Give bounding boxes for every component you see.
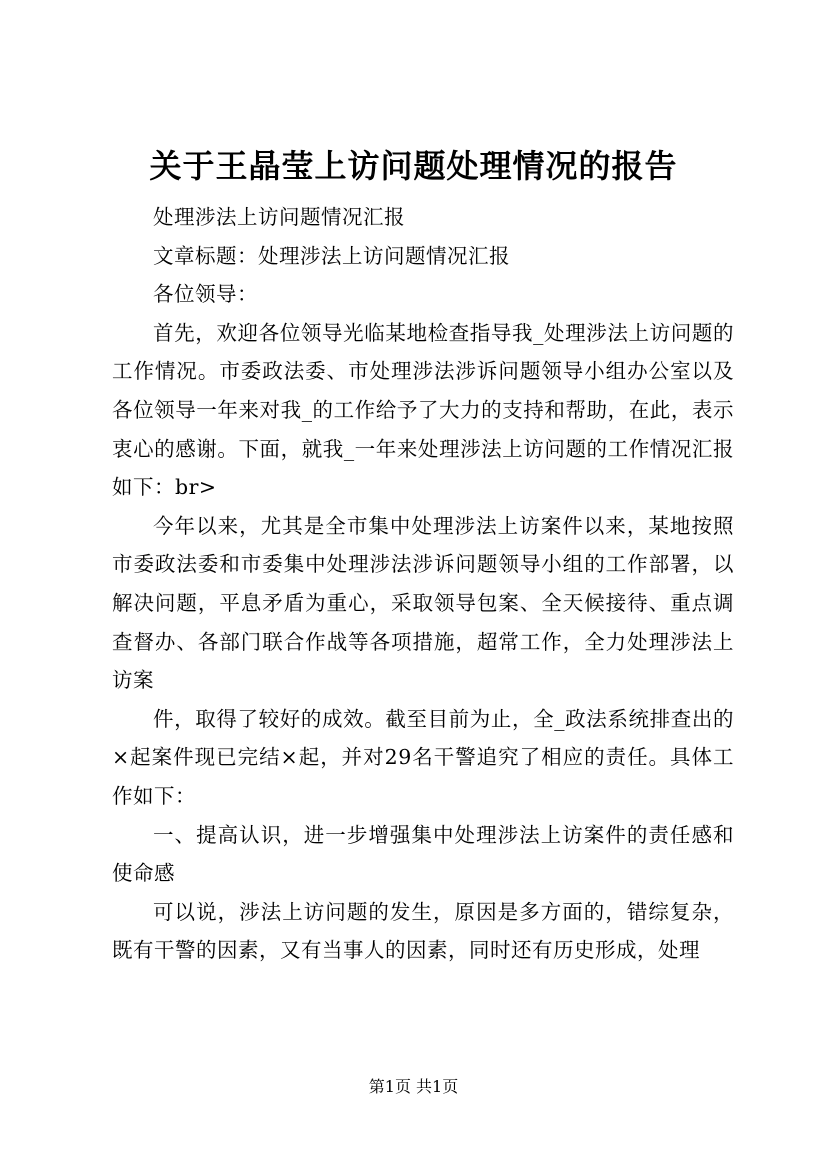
paragraph: 首先，欢迎各位领导光临某地检查指导我_处理涉法上访问题的工作情况。市委政法委、市处理涉法涉诉问题领导小组办公室以及各位领导一年来对我_的工作给予了大力的支持和帮助，在此，表示衷心的感谢。下面，就我_一年来处理涉法上访问题的工作情况汇报如下：br> [112,320,734,500]
paragraph: 文章标题：处理涉法上访问题情况汇报 [153,243,510,268]
paragraph: 可以说，涉法上访问题的发生，原因是多方面的，错综复杂，既有干警的因素，又有当事人的因素，同时还有历史形成，处理 [112,899,734,963]
document-title: 关于王晶莹上访问题处理情况的报告 [149,147,678,185]
paragraph: 各位领导： [153,282,258,307]
paragraph: 今年以来，尤其是全市集中处理涉法上访案件以来，某地按照市委政法委和市委集中处理涉法涉诉问题领导小组的工作部署，以解决问题，平息矛盾为重心，采取领导包案、全天候接待、重点调查督办、各部门联合作战等各项措施，超常工作，全力处理涉法上访案 [112,513,734,693]
document-body [112,198,734,970]
paragraph: 件，取得了较好的成效。截至目前为止，全_政法系统排查出的×起案件现已完结×起，并对29名干警追究了相应的责任。具体工作如下： [112,706,734,808]
paragraph: 一、提高认识，进一步增强集中处理涉法上访案件的责任感和使命感 [112,822,734,886]
page-footer: 第1页 共1页 [368,1077,459,1096]
paragraph: 处理涉法上访问题情况汇报 [153,205,405,229]
